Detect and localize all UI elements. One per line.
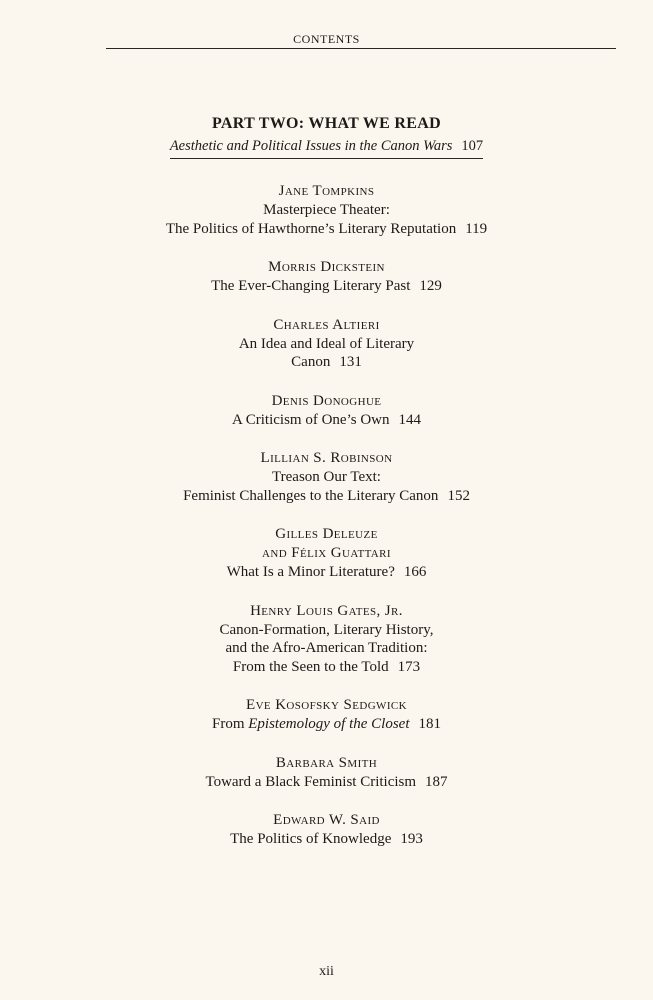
entry-title-text: A Criticism of One’s Own (232, 411, 390, 428)
entry-page-number: 119 (465, 220, 488, 237)
entry-title-line: An Idea and Ideal of Literary (238, 335, 415, 352)
entry-author: Henry Louis Gates, Jr. (250, 602, 403, 619)
entry-page-number: 131 (339, 354, 362, 370)
entry-author: Denis Donoghue (271, 392, 382, 409)
entry-title-line: Canon-Formation, Literary History, (219, 621, 434, 638)
page-folio: xii (319, 964, 334, 979)
part-page-number: 107 (461, 138, 484, 154)
entry-author: Morris Dickstein (268, 259, 385, 275)
header-rule (106, 48, 616, 49)
toc-entry (0, 449, 653, 505)
entry-title-text: Toward a Black Feminist Criticism (205, 773, 417, 790)
entry-title-line: Treason Our Text: (272, 469, 381, 485)
part-subtitle-line (170, 136, 483, 159)
entry-page-number: 181 (418, 716, 441, 732)
toc-entry (0, 602, 653, 677)
entry-author: Charles Altieri (273, 316, 380, 333)
toc-entry (0, 696, 653, 734)
running-head: CONTENTS (293, 32, 360, 46)
entry-page-number: 187 (425, 773, 448, 790)
toc-entry (0, 182, 653, 238)
entry-title-text: The Politics of Knowledge (230, 831, 392, 847)
entry-author: Jane Tompkins (278, 183, 375, 199)
entry-title-line (0, 715, 653, 734)
contents-entries (0, 182, 653, 869)
entry-title-text: Feminist Challenges to the Literary Canon (183, 487, 439, 504)
entry-author: Lillian S. Robinson (260, 450, 393, 466)
entry-title-text: From (212, 716, 245, 732)
entry-title-line (0, 773, 653, 792)
entry-title-line (0, 411, 653, 430)
entry-title-italic: Epistemology of the Closet (248, 716, 410, 732)
entry-coauthor: and Félix Guattari (262, 545, 391, 561)
entry-author: Gilles Deleuze (275, 526, 378, 542)
part-heading (0, 114, 653, 159)
entry-author: Barbara Smith (275, 754, 378, 771)
toc-entry (0, 525, 653, 582)
toc-entry (0, 392, 653, 430)
entry-title-line (0, 563, 653, 582)
part-title: PART TWO: WHAT WE READ (212, 115, 441, 132)
entry-title-line (0, 220, 653, 239)
entry-title-text: From the Seen to the Told (232, 658, 389, 675)
entry-title-line (0, 353, 653, 372)
entry-title-text: What Is a Minor Literature? (226, 564, 395, 580)
entry-title-line (0, 487, 653, 506)
entry-title-line (0, 830, 653, 849)
entry-title-line: and the Afro-American Tradition: (225, 640, 428, 656)
toc-entry (0, 316, 653, 372)
entry-page-number: 129 (419, 278, 442, 294)
entry-title-text: The Politics of Hawthorne’s Literary Reputation (165, 220, 457, 237)
entry-page-number: 144 (398, 411, 421, 428)
entry-author: Edward W. Said (273, 812, 380, 828)
entry-title-text: Canon (291, 354, 331, 370)
entry-title-text: The Ever-Changing Literary Past (211, 278, 411, 294)
entry-page-number: 193 (400, 831, 423, 847)
entry-page-number: 152 (447, 487, 470, 504)
entry-author: Eve Kosofsky Sedgwick (246, 697, 407, 713)
toc-entry (0, 258, 653, 296)
entry-page-number: 166 (403, 564, 427, 580)
entry-title-line: Masterpiece Theater: (263, 202, 390, 218)
entry-title-line (0, 277, 653, 296)
part-subtitle: Aesthetic and Political Issues in the Canon Wars (169, 138, 453, 154)
entry-page-number: 173 (397, 658, 421, 675)
toc-entry (0, 811, 653, 849)
entry-title-line (0, 658, 653, 677)
toc-entry (0, 754, 653, 792)
